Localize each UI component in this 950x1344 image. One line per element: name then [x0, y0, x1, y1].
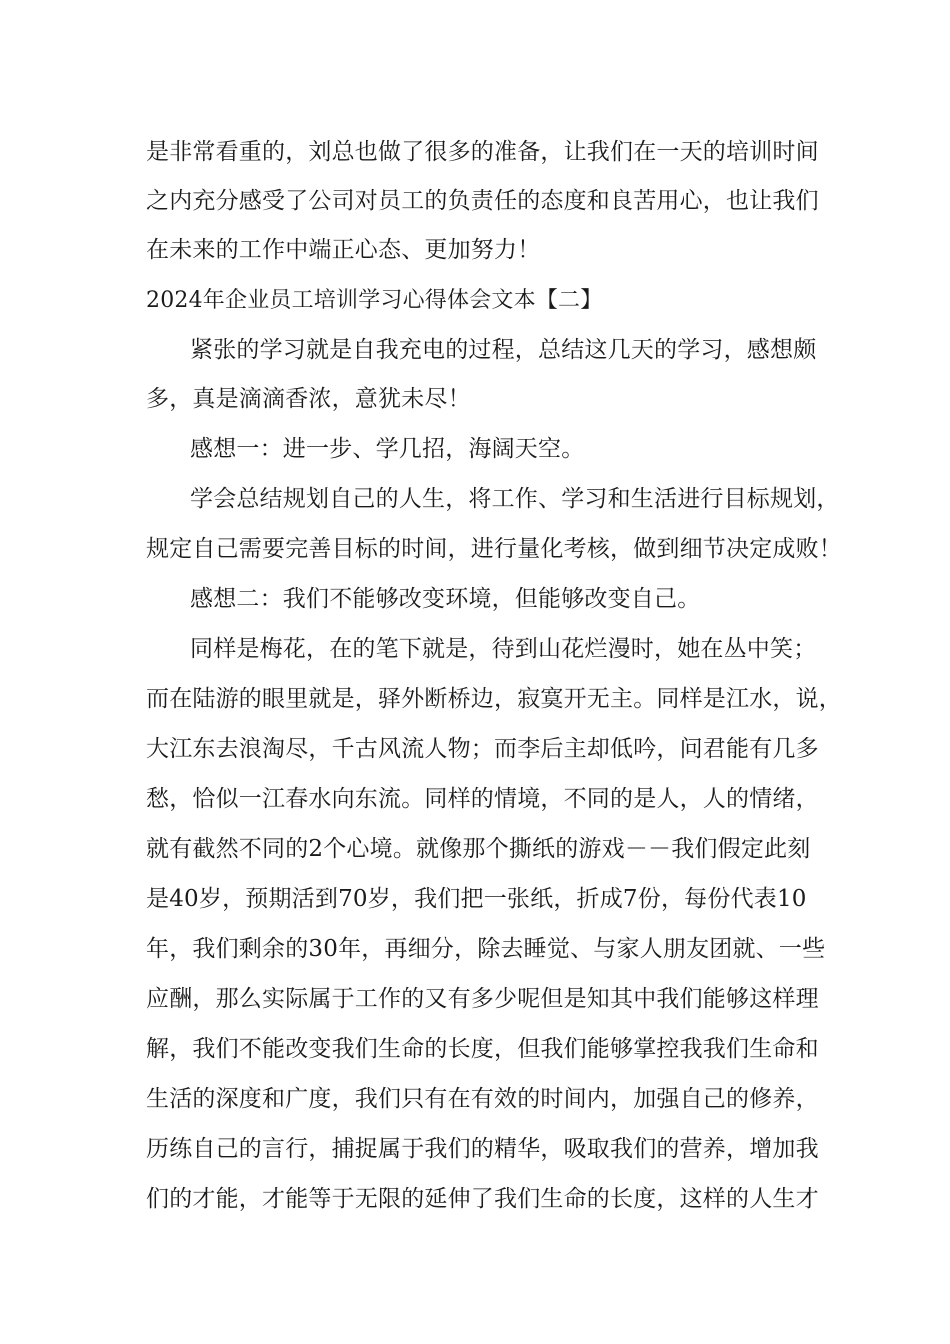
- paragraph-line: 规定自己需要完善目标的时间，进行量化考核，做到细节决定成败！: [146, 536, 842, 562]
- paragraph-line: 多，真是滴滴香浓，意犹未尽！: [146, 386, 471, 412]
- paragraph-line: 是40岁，预期活到70岁，我们把一张纸，折成7份，每份代表10: [146, 886, 807, 912]
- paragraph-line: 紧张的学习就是自我充电的过程，总结这几天的学习，感想颇: [190, 337, 817, 363]
- paragraph-line: 愁，恰似一江春水向东流。同样的情境，不同的是人，人的情绪，: [146, 786, 819, 812]
- paragraph-line: 历练自己的言行，捕捉属于我们的精华，吸取我们的营养，增加我: [146, 1136, 819, 1162]
- paragraph-line: 之内充分感受了公司对员工的负责任的态度和良苦用心，也让我们: [146, 188, 819, 214]
- paragraph-line: 解，我们不能改变我们生命的长度，但我们能够掌控我我们生命和: [146, 1036, 819, 1062]
- paragraph-line: 是非常看重的，刘总也做了很多的准备，让我们在一天的培训时间: [146, 139, 819, 165]
- paragraph-line: 同样是梅花，在的笔下就是，待到山花烂漫时，她在丛中笑；: [190, 636, 817, 662]
- paragraph-line: 生活的深度和广度，我们只有在有效的时间内，加强自己的修养，: [146, 1086, 819, 1112]
- paragraph-line: 感想一：进一步、学几招，海阔天空。: [190, 436, 585, 462]
- paragraph-line: 们的才能，才能等于无限的延伸了我们生命的长度，这样的人生才: [146, 1186, 819, 1212]
- paragraph-line: 大江东去浪淘尽，千古风流人物；而李后主却低吟，问君能有几多: [146, 736, 819, 762]
- section-heading: 2024年企业员工培训学习心得体会文本【二】: [146, 288, 603, 313]
- paragraph-line: 感想二：我们不能够改变环境，但能够改变自己。: [190, 586, 701, 612]
- paragraph-line: 在未来的工作中端正心态、更加努力！: [146, 237, 541, 263]
- paragraph-line: 而在陆游的眼里就是，驿外断桥边，寂寞开无主。同样是江水，说，: [146, 686, 842, 712]
- paragraph-line: 年，我们剩余的30年，再细分，除去睡觉、与家人朋友团就、一些: [146, 936, 826, 962]
- paragraph-line: 学会总结规划自己的人生，将工作、学习和生活进行目标规划，: [190, 486, 840, 512]
- paragraph-line: 就有截然不同的2个心境。就像那个撕纸的游戏－－我们假定此刻: [146, 836, 811, 862]
- paragraph-line: 应酬，那么实际属于工作的又有多少呢但是知其中我们能够这样理: [146, 986, 819, 1012]
